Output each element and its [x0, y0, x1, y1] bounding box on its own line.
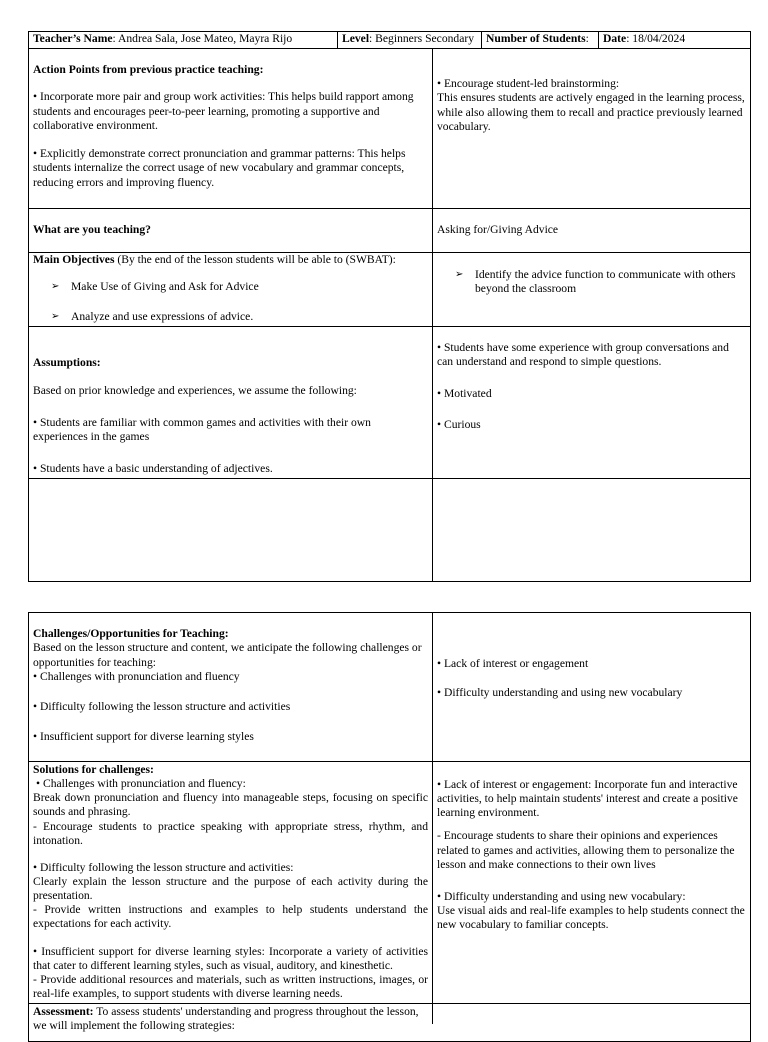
- assumption-1: • Students are familiar with common games and activities with their own experiences in the games: [33, 415, 371, 444]
- level-value: : Beginners Secondary: [369, 32, 475, 45]
- action-points-left: [29, 63, 432, 190]
- solution-3-a: • Insufficient support for diverse learning styles: Incorporate a variety of activities that cater to different learning styles, such as visual, auditory, and kinesthetic.: [33, 944, 428, 972]
- action-point-1: • Incorporate more pair and group work activities: This helps build rapport among students and encourages peer-to-peer learning, promoting a supportive and collaborative environment.: [33, 90, 414, 133]
- level-cell: [338, 32, 481, 46]
- objectives-title: Main Objectives: [33, 253, 115, 266]
- objective-text: Analyze and use expressions of advice.: [71, 309, 254, 323]
- solution-2-a: Clearly explain the lesson structure and the purpose of each activity during the presentation.: [33, 874, 428, 903]
- challenge-1: • Challenges with pronunciation and fluency: [33, 670, 240, 684]
- solution-1-a: Break down pronunciation and fluency into manageable steps, focusing on specific sounds and phrasing.: [33, 791, 428, 819]
- solution-right-3: Use visual aids and real-life examples to help students connect the new vocabulary to familiar concepts.: [437, 903, 745, 932]
- objective-text: Identify the advice function to communicate with others beyond the classroom: [475, 268, 736, 296]
- objective-text: Make Use of Giving and Ask for Advice: [71, 280, 259, 294]
- action-points-title: Action Points from previous practice teaching:: [33, 63, 264, 76]
- challenge-right-1: • Lack of interest or engagement: [437, 657, 589, 670]
- challenge-2: • Difficulty following the lesson structure and activities: [33, 699, 291, 713]
- solution-2-b: - Provide written instructions and examples to help students understand the expectations for each activity.: [33, 903, 428, 931]
- teaching-answer: Asking for/Giving Advice: [437, 223, 559, 236]
- challenge-right-2: • Difficulty understanding and using new vocabulary: [437, 686, 683, 700]
- solution-right-3-head: • Difficulty understanding and using new vocabulary:: [437, 889, 686, 903]
- teaching-question: What are you teaching?: [33, 223, 151, 236]
- students-value: :: [585, 32, 589, 45]
- solution-1-head: • Challenges with pronunciation and fluency:: [36, 777, 246, 791]
- solution-2-head: • Difficulty following the lesson structure and activities:: [33, 860, 294, 874]
- objectives-left: [29, 253, 432, 324]
- assumptions-left: [29, 356, 432, 476]
- assumptions-intro: Based on prior knowledge and experiences, we assume the following:: [33, 384, 357, 398]
- assessment-title: Assessment:: [33, 1005, 94, 1018]
- students-label: Number of Students: [486, 32, 586, 45]
- date-value: : 18/04/2024: [626, 32, 686, 45]
- solutions-left: [29, 763, 432, 1001]
- assumption-right-1: • Students have some experience with group conversations and can understand and respond to simple questions.: [437, 341, 729, 369]
- assumptions-title: Assumptions:: [33, 356, 101, 369]
- assumption-2: • Students have a basic understanding of adjectives.: [33, 461, 273, 475]
- challenges-title: Challenges/Opportunities for Teaching:: [33, 627, 229, 640]
- objectives-right: [433, 268, 751, 297]
- assumptions-right: [433, 341, 751, 433]
- challenges-intro: Based on the lesson structure and content, we anticipate the following challenges or opportunities for teaching:: [33, 641, 422, 669]
- level-label: Level: [342, 32, 370, 45]
- brainstorming-detail: This ensures students are actively engaged in the learning process, while also allowing them to recall and practice previously learned vocabulary.: [437, 91, 745, 134]
- solution-right-2: - Encourage students to share their opinions and experiences related to games and activities, allowing them to personalize the lesson and make connections to their own lives: [437, 829, 735, 871]
- solutions-title: Solutions for challenges:: [33, 763, 154, 776]
- arrow-bullet-icon: ➢: [51, 281, 60, 293]
- action-point-2: • Explicitly demonstrate correct pronunciation and grammar patterns: This helps students internalize the correct usage of new vocabulary and grammar concepts, reducing errors and improving fluency.: [33, 146, 406, 189]
- brainstorming-point: • Encourage student-led brainstorming:: [437, 77, 620, 90]
- objective-item: [33, 310, 428, 324]
- solution-3-b: - Provide additional resources and materials, such as written instructions, images, or real-life examples, to support students with diverse learning needs.: [33, 972, 428, 1000]
- action-points-right: [433, 77, 751, 135]
- students-cell: [482, 32, 598, 46]
- solution-right-1: • Lack of interest or engagement: Incorporate fun and interactive activities, to help maintain students' interest and create a positive learning environment.: [437, 778, 738, 820]
- solution-1-b: - Encourage students to practice speaking with appropriate stress, rhythm, and intonation.: [33, 819, 428, 847]
- objective-item: [33, 280, 428, 294]
- assumption-right-2: • Motivated: [437, 386, 492, 400]
- arrow-bullet-icon: ➢: [51, 310, 60, 322]
- assumption-right-3: • Curious: [437, 418, 481, 432]
- assessment-text: To assess students' understanding and progress throughout the lesson,: [93, 1005, 419, 1018]
- objectives-subtitle: (By the end of the lesson students will be able to (SWBAT):: [114, 253, 396, 266]
- date-cell: [599, 32, 750, 46]
- challenges-right: [433, 657, 751, 701]
- teacher-name-value: : Andrea Sala, Jose Mateo, Mayra Rijo: [112, 32, 293, 45]
- solutions-right: [433, 778, 751, 932]
- assessment-left: [29, 1005, 432, 1034]
- teacher-name-cell: [29, 32, 337, 46]
- arrow-bullet-icon: ➢: [455, 269, 464, 280]
- objective-item: [437, 268, 747, 297]
- challenges-left: [29, 627, 432, 745]
- teacher-name-label: Teacher’s Name: [33, 32, 113, 45]
- challenge-3: • Insufficient support for diverse learning styles: [33, 730, 254, 744]
- date-label: Date: [603, 32, 627, 45]
- assessment-text-2: we will implement the following strategies:: [33, 1019, 235, 1033]
